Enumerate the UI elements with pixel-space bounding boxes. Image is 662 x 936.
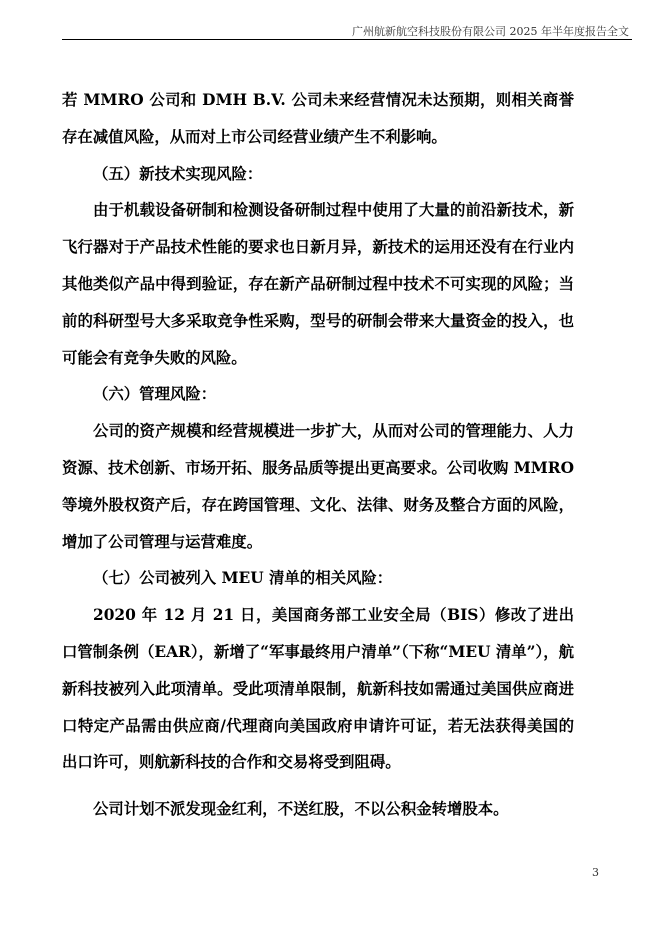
paragraph-dividend-plan: 公司计划不派发现金红利，不送红股，不以公积金转增股本。 <box>93 800 509 819</box>
heading-meu-list-risk: （七）公司被列入 MEU 清单的相关风险： <box>93 569 393 588</box>
paragraph-management-risk: 公司的资产规模和经营规模进一步扩大，从而对公司的管理能力、人力资源、技术创新、市场开拓、服务品质等提出更高要求。公司收购 MMRO 等境外股权资产后，存在跨国管理、文化、法律、财务及整合方面的风险，增加了公司管理与运营难度。 <box>62 422 574 551</box>
header-rule <box>62 39 632 40</box>
page-header-title: 广州航新航空科技股份有限公司 2025 年半年度报告全文 <box>352 25 629 38</box>
paragraph-goodwill-risk: 若 MMRO 公司和 DMH B.V. 公司未来经营情况未达预期，则相关商誉存在减值风险，从而对上市公司经营业绩产生不利影响。 <box>62 91 574 146</box>
heading-management-risk: （六）管理风险： <box>93 385 217 404</box>
paragraph-new-technology-risk: 由于机载设备研制和检测设备研制过程中使用了大量的前沿新技术，新飞行器对于产品技术性能的要求也日新月异，新技术的运用还没有在行业内其他类似产品中得到验证，存在新产品研制过程中技术不可实现的风险；当前的科研型号大多采取竞争性采购，型号的研制会带来大量资金的投入，也可能会有竞争失败的风险。 <box>62 201 574 367</box>
page-number: 3 <box>592 866 599 879</box>
page-content <box>62 82 574 828</box>
paragraph-meu-list-risk: 2020 年 12 月 21 日，美国商务部工业安全局（BIS）修改了进出口管制条例（EAR），新增了“军事最终用户清单”（下称“MEU 清单”），航新科技被列入此项清单。受此项清单限制，航新科技如需通过美国供应商进口特定产品需由供应商/代理商向美国政府申请许可证，若无法获得美国的出口许可，则航新科技的合作和交易将受到阻碍。 <box>62 606 574 772</box>
heading-new-technology-risk: （五）新技术实现风险： <box>93 164 263 183</box>
